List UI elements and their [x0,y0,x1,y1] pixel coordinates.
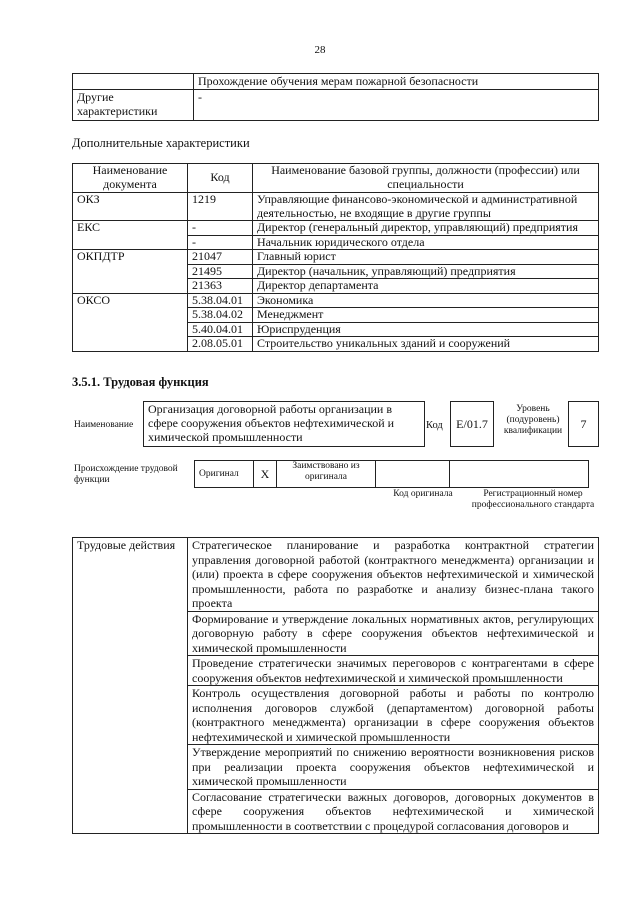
doc-cell: ОКПДТР [73,250,188,294]
page-number: 28 [314,44,326,56]
labor-action-item: Контроль осуществления договорной работы и работы по контролю исполнения договоров службой (департаментом) договорной работы (контрактного менеджмента) организации в сфере сооружения объектов нефтехимической и химической промышленности [188,686,599,745]
header-document: Наименование документа [73,164,188,193]
doc-cell: ОКЗ [73,193,188,221]
code-cell: - [188,235,253,250]
fire-safety-training-cell: Прохождение обучения мерам пожарной безопасности [194,74,599,90]
name-cell: Директор (начальник, управляющий) предприятия [253,264,599,279]
reg-number-label: Регистрационный номер профессионального стандарта [471,489,595,510]
labor-action-item: Утверждение мероприятий по снижению вероятности возникновения рисков при реализации проекта сооружения объектов нефтехимической и химической промышленности [188,745,599,790]
additional-characteristics-title: Дополнительные характеристики [72,136,250,150]
labor-action-item: Формирование и утверждение локальных нормативных актов, регулирующих договорную работу в сфере сооружения объектов нефтехимической и химической промышленности [188,611,599,656]
code-cell: - [188,221,253,236]
labor-action-item: Проведение стратегически значимых переговоров с контрагентами в сфере сооружения объектов нефтехимической и химической промышленности [188,656,599,686]
header-code: Код [188,164,253,193]
origin-table [194,460,589,488]
code-label: Код [426,420,443,431]
code-cell: 21495 [188,264,253,279]
doc-cell: ЕКС [73,221,188,250]
doc-cell: ОКСО [73,293,188,351]
code-cell: 2.08.05.01 [188,337,253,352]
qualification-level-box: 7 [568,401,599,447]
labor-function-title: 3.5.1. Трудовая функция [72,375,209,389]
header-name: Наименование базовой группы, должности (профессии) или специальности [253,164,599,193]
code-cell: 5.38.04.02 [188,308,253,323]
labor-actions-table [72,537,599,834]
code-cell: 5.38.04.01 [188,293,253,308]
code-cell: 21363 [188,279,253,294]
function-code-box: E/01.7 [450,401,494,447]
labor-actions-label: Трудовые действия [73,538,188,834]
name-cell: Директор (генеральный директор, управляющий) предприятия [253,221,599,236]
borrowed-label: Заимствовано из оригинала [277,461,376,488]
name-cell: Управляющие финансово-экономической и административной деятельностью, не входящие в другие группы [253,193,599,221]
additional-characteristics-table [72,163,599,352]
name-cell: Строительство уникальных зданий и сооружений [253,337,599,352]
code-cell: 1219 [188,193,253,221]
name-label: Наименование [74,420,134,430]
other-characteristics-label: Другие характеристики [73,90,194,121]
code-cell: 21047 [188,250,253,265]
origin-label: Происхождение трудовой функции [74,464,178,485]
labor-action-item: Стратегическое планирование и разработка контрактной стратегии управления договорной работой (контрактного менеджмента) организации и (или) проекта в сфере сооружения объектов нефтехимической и химической промышленности, работа по разработке и анализу бизнес-плана такого проекта [188,538,599,612]
code-cell: 5.40.04.01 [188,322,253,337]
function-name-box: Организация договорной работы организации в сфере сооружения объектов нефтехимической и химической промышленности [143,401,425,447]
reg-number-cell [450,461,589,488]
code-original-cell [376,461,450,488]
original-mark: X [254,461,277,488]
name-cell: Главный юрист [253,250,599,265]
original-label: Оригинал [195,461,254,488]
name-cell: Начальник юридического отдела [253,235,599,250]
name-cell: Юриспруденция [253,322,599,337]
qualification-level-label: Уровень (подуровень) квалификации [503,404,563,436]
top-characteristics-table [72,73,599,121]
name-cell: Экономика [253,293,599,308]
name-cell: Директор департамента [253,279,599,294]
code-original-label: Код оригинала [393,489,453,499]
name-cell: Менеджмент [253,308,599,323]
other-characteristics-value: - [194,90,599,121]
labor-action-item: Согласование стратегически важных договоров, договорных документов в сфере сооружения объектов нефтехимической и химической промышленности в соответствии с процедурой согласования договоров и [188,789,599,834]
